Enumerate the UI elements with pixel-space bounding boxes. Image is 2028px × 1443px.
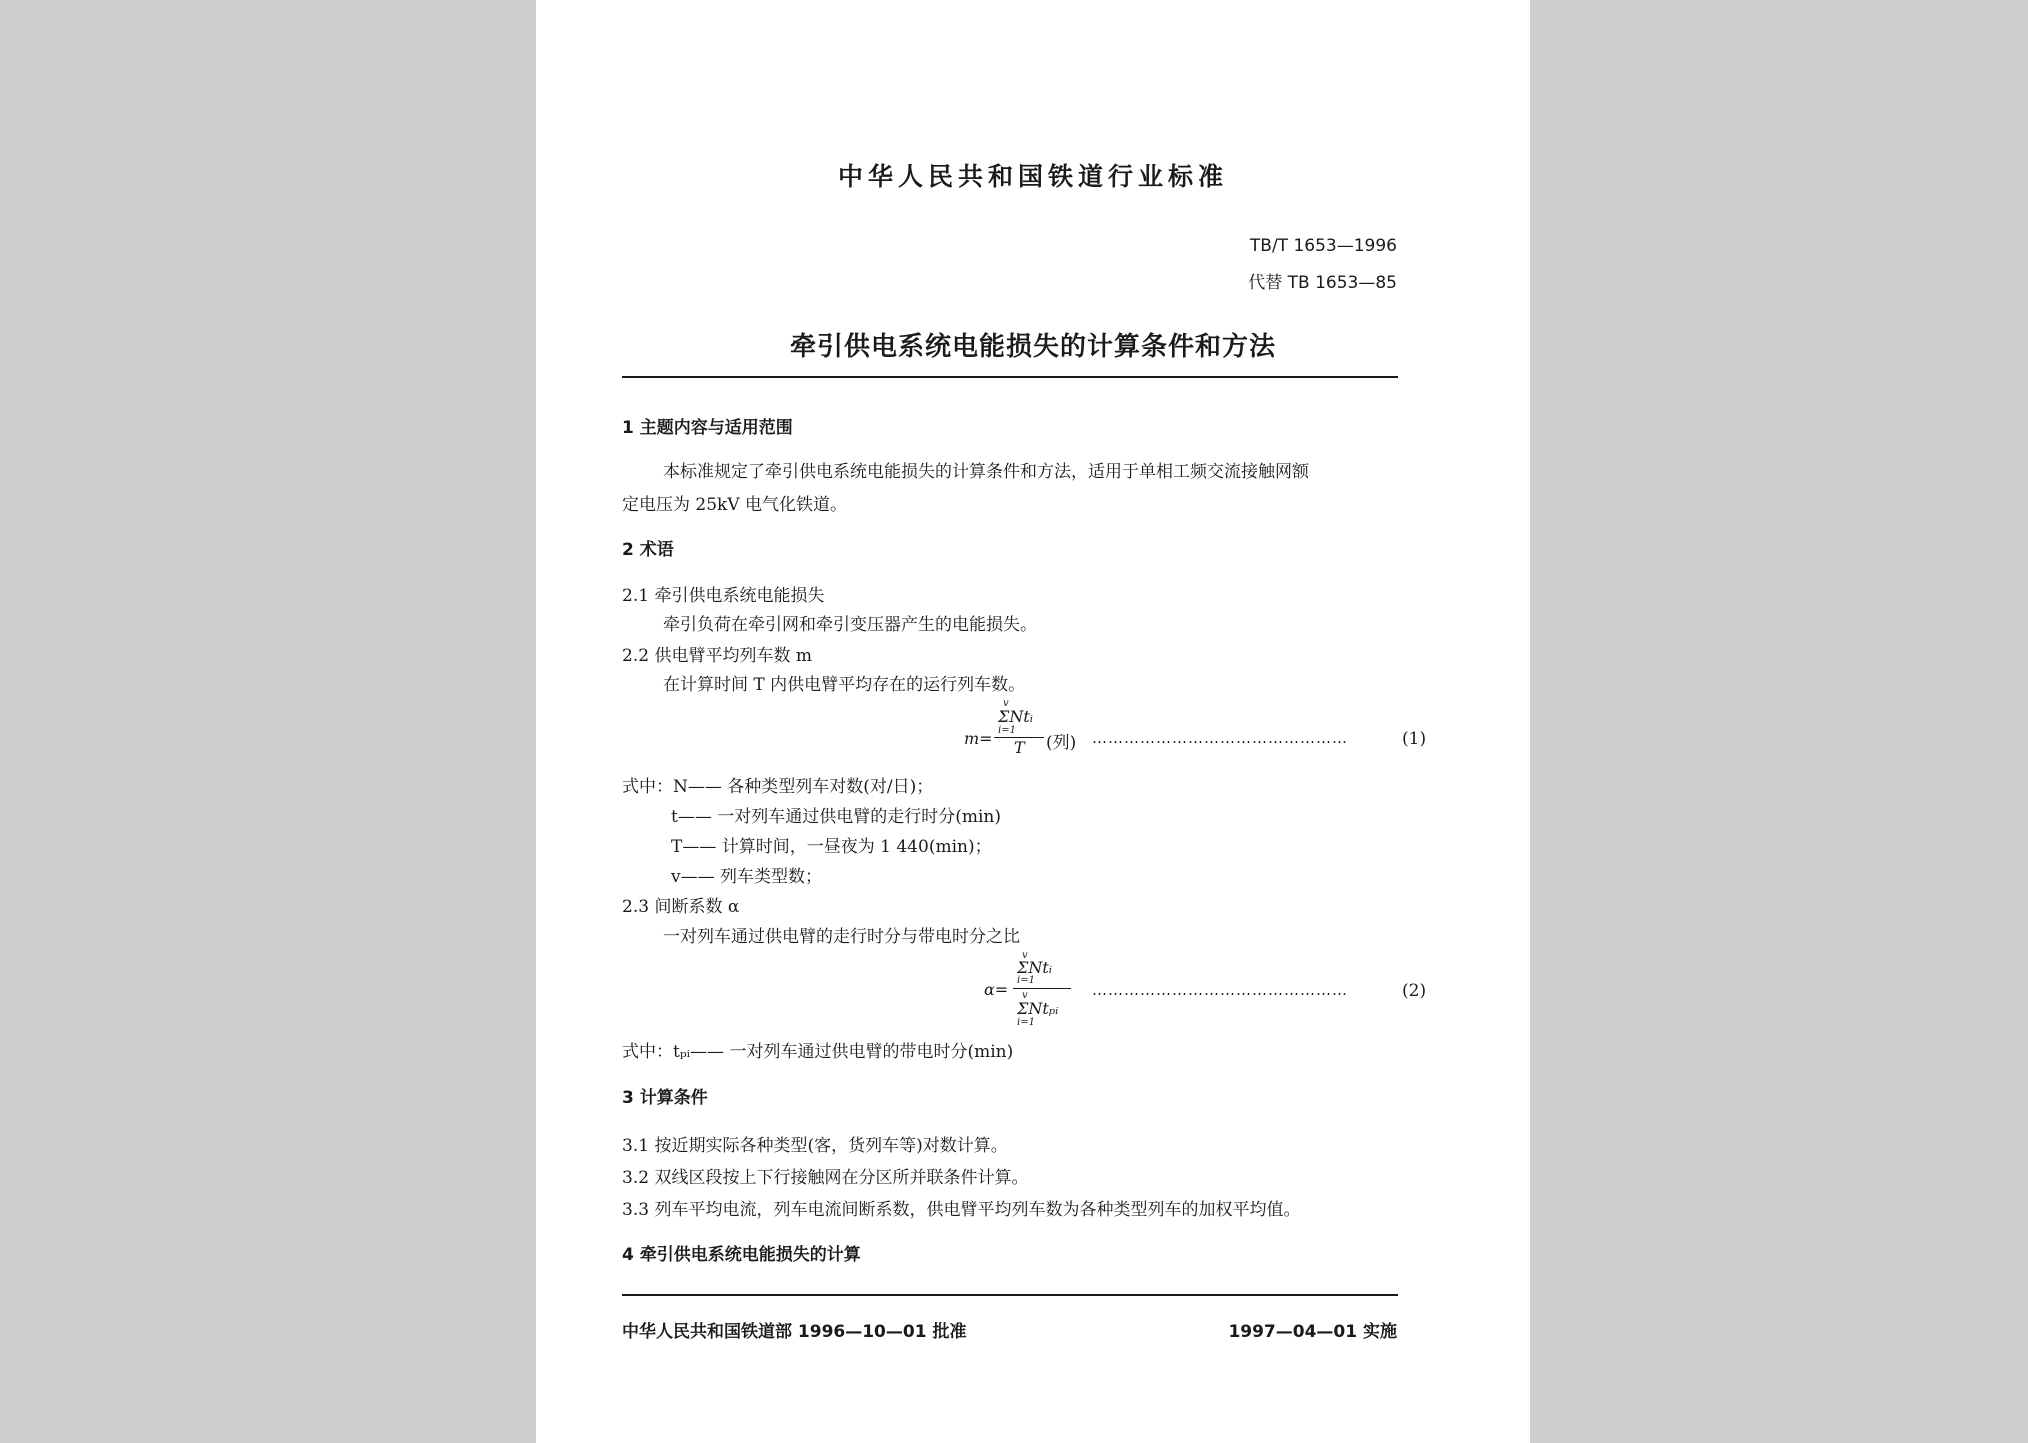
term-2-3-text: 一对列车通过供电臂的走行时分与带电时分之比 [663, 927, 1020, 947]
standard-header-title: 中华人民共和国铁道行业标准 [837, 162, 1228, 191]
term-2-1-text: 牵引负荷在牵引网和牵引变压器产生的电能损失。 [663, 615, 1037, 635]
formula-1-unit: (列) [1046, 733, 1077, 753]
footer-implemented: 1997—04—01 实施 [1228, 1322, 1397, 1342]
formula-1-numerator: ΣNtᵢ [998, 707, 1033, 726]
section-4-heading: 4 牵引供电系统电能损失的计算 [622, 1245, 861, 1265]
term-2-3-heading: 2.3 间断系数 α [622, 897, 740, 917]
formula-2-numerator-lower: i=1 [1017, 975, 1035, 986]
formula-1-lhs: m= [964, 729, 993, 748]
formula-2-denominator-upper: v [1022, 990, 1028, 1001]
standard-code: TB/T 1653—1996 [1249, 236, 1397, 256]
formula-2-denominator: ΣNtₚᵢ [1017, 999, 1059, 1018]
term-2-2-text: 在计算时间 T 内供电臂平均存在的运行列车数。 [663, 675, 1026, 695]
formula-2-lhs: α= [984, 980, 1009, 999]
section-3-heading: 3 计算条件 [622, 1088, 708, 1108]
condition-3-1: 3.1 按近期实际各种类型(客，货列车等)对数计算。 [622, 1136, 1008, 1156]
formula-2-denominator-lower: i=1 [1017, 1017, 1035, 1028]
term-2-1-heading: 2.1 牵引供电系统电能损失 [622, 586, 825, 606]
where-1-N: 式中：N—— 各种类型列车对数(对/日)； [622, 777, 934, 797]
formula-1-sum-upper: v [1003, 698, 1009, 709]
condition-3-3: 3.3 列车平均电流，列车电流间断系数，供电臂平均列车数为各种类型列车的加权平均值。 [622, 1200, 1301, 1220]
formula-2-leader: ………………………………………… [1092, 981, 1348, 999]
formula-2-number: (2) [1402, 981, 1427, 1001]
formula-2-sum-upper: v [1022, 950, 1028, 961]
formula-1-number: (1) [1402, 729, 1427, 749]
formula-1-sum-lower: i=1 [998, 725, 1016, 736]
formula-2-numerator: ΣNtᵢ [1017, 958, 1052, 977]
formula-1-leader: ………………………………………… [1092, 729, 1348, 747]
document-page [536, 0, 1530, 1443]
where-1-t: t—— 一对列车通过供电臂的走行时分(min) [671, 807, 1002, 827]
document-title: 牵引供电系统电能损失的计算条件和方法 [789, 332, 1276, 362]
footer-approved: 中华人民共和国铁道部 1996—10—01 批准 [622, 1322, 967, 1342]
section-1-heading: 1 主题内容与适用范围 [622, 418, 793, 438]
where-2-tp: 式中：tₚᵢ—— 一对列车通过供电臂的带电时分(min) [622, 1042, 1014, 1062]
formula-1-denominator: T [1014, 738, 1025, 757]
section-2-heading: 2 术语 [622, 540, 674, 560]
where-1-v: v—— 列车类型数； [671, 867, 823, 887]
term-2-2-heading: 2.2 供电臂平均列车数 m [622, 646, 812, 666]
section-1-paragraph-line-2: 定电压为 25kV 电气化铁道。 [622, 495, 848, 515]
section-1-paragraph-line-1: 本标准规定了牵引供电系统电能损失的计算条件和方法，适用于单相工频交流接触网额 [663, 462, 1309, 482]
condition-3-2: 3.2 双线区段按上下行接触网在分区所并联条件计算。 [622, 1168, 1029, 1188]
title-rule [622, 376, 1398, 378]
formula-2-fraction-bar [1013, 988, 1071, 989]
where-1-T: T—— 计算时间，一昼夜为 1 440(min)； [671, 837, 992, 857]
replaces-code: 代替 TB 1653—85 [1248, 273, 1397, 293]
footer-rule [622, 1294, 1398, 1296]
